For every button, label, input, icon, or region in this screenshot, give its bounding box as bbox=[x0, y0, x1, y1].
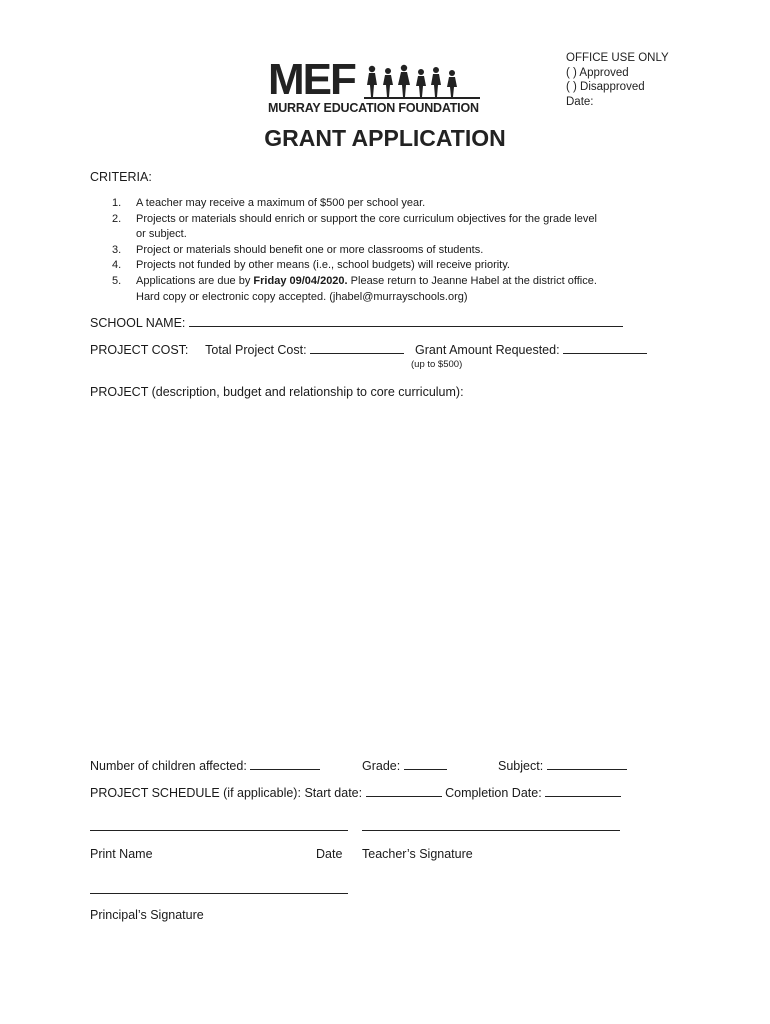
subject-field[interactable] bbox=[547, 758, 627, 770]
list-item bbox=[112, 243, 602, 259]
criteria-text: Projects not funded by other means (i.e., school budgets) will receive priority. bbox=[136, 259, 510, 272]
page-title: GRANT APPLICATION bbox=[264, 125, 506, 151]
start-date-field[interactable] bbox=[366, 785, 442, 797]
grade-row bbox=[362, 758, 447, 773]
criteria-text: Project or materials should benefit one or more classrooms of students. bbox=[136, 243, 484, 256]
criteria-number: 1. bbox=[112, 197, 122, 209]
criteria-text: Applications are due by Friday 09/04/2020. Please return to Jeanne Habel at the district office. Hard copy or electronic copy accepted. (jhabel@murrayschools.org) bbox=[136, 274, 597, 303]
office-date-label: Date: bbox=[566, 96, 594, 109]
total-cost-field[interactable] bbox=[310, 342, 404, 354]
approved-option[interactable]: ( ) Approved bbox=[566, 66, 629, 79]
principal-signature-label: Principal’s Signature bbox=[90, 908, 204, 922]
foundation-logo bbox=[268, 55, 480, 120]
office-use-box bbox=[566, 51, 669, 110]
grant-amount-label: Grant Amount Requested: bbox=[415, 343, 560, 357]
criteria-list bbox=[112, 196, 602, 305]
schedule-label: PROJECT SCHEDULE (if applicable): bbox=[90, 786, 301, 800]
project-schedule-row bbox=[90, 785, 621, 800]
project-cost-row bbox=[90, 342, 647, 357]
criteria-text: A teacher may receive a maximum of $500 per school year. bbox=[136, 197, 426, 209]
print-name-date-line[interactable] bbox=[90, 830, 348, 831]
school-name-label: SCHOOL NAME: bbox=[90, 316, 186, 330]
principal-signature-line[interactable] bbox=[90, 893, 348, 894]
completion-date-label: Completion Date: bbox=[445, 786, 542, 800]
project-description-label: PROJECT (description, budget and relationship to core curriculum): bbox=[90, 385, 464, 399]
criteria-label: CRITERIA: bbox=[90, 170, 152, 184]
subject-row bbox=[498, 758, 627, 773]
grade-field[interactable] bbox=[404, 758, 447, 770]
total-cost-label: Total Project Cost: bbox=[205, 343, 307, 357]
disapproved-option[interactable]: ( ) Disapproved bbox=[566, 81, 645, 94]
children-affected-row bbox=[90, 758, 320, 773]
subject-label: Subject: bbox=[498, 759, 544, 773]
criteria-text: Projects or materials should enrich or support the core curriculum objectives for the grade level or subject. bbox=[136, 212, 597, 241]
grant-limit-note: (up to $500) bbox=[411, 359, 463, 370]
teacher-signature-line[interactable] bbox=[362, 830, 620, 831]
start-date-label: Start date: bbox=[304, 786, 363, 800]
criteria-number: 5. bbox=[112, 274, 122, 287]
project-cost-label: PROJECT COST: bbox=[90, 343, 189, 357]
office-use-heading: OFFICE USE ONLY bbox=[566, 52, 669, 64]
grant-amount-field[interactable] bbox=[563, 342, 647, 354]
teacher-signature-label: Teacher’s Signature bbox=[362, 847, 473, 861]
criteria-number: 2. bbox=[112, 212, 122, 225]
criteria-number: 3. bbox=[112, 243, 122, 256]
grade-label: Grade: bbox=[362, 759, 401, 773]
list-item bbox=[112, 274, 602, 305]
criteria-number: 4. bbox=[112, 259, 122, 272]
completion-date-field[interactable] bbox=[545, 785, 621, 797]
school-name-row bbox=[90, 315, 623, 330]
children-affected-field[interactable] bbox=[250, 758, 320, 770]
children-figures-icon bbox=[364, 64, 480, 100]
logo-foundation-name: MURRAY EDUCATION FOUNDATION bbox=[268, 101, 479, 115]
logo-letters: MEF bbox=[268, 55, 355, 104]
children-affected-label: Number of children affected: bbox=[90, 759, 247, 773]
list-item bbox=[112, 258, 602, 274]
list-item bbox=[112, 196, 602, 212]
list-item bbox=[112, 212, 602, 243]
due-date: Friday 09/04/2020. bbox=[253, 274, 348, 287]
school-name-field[interactable] bbox=[189, 315, 623, 327]
date-label: Date bbox=[316, 847, 343, 861]
print-name-label: Print Name bbox=[90, 847, 153, 861]
